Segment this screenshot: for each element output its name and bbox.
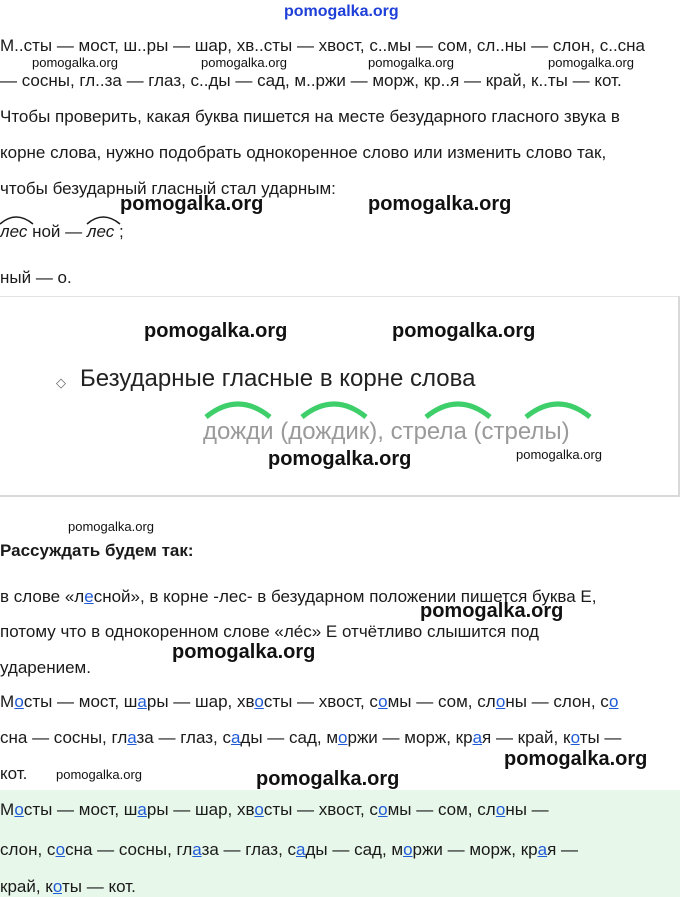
t: ржи — морж, кр [347,728,473,747]
root-text: лес [0,222,28,241]
t: ры — шар, хв [146,692,255,711]
vowel-mark: о [254,800,264,819]
t: край, к [0,877,53,896]
watermark: pomogalka.org [368,55,454,70]
t: мы — сом, сл [387,800,496,819]
answer1-line-2 [0,728,621,748]
watermark-top: pomogalka.org [284,3,399,20]
vowel-mark: о [254,692,264,711]
vowel-mark: а [192,840,202,859]
rule-line-1: Чтобы проверить, какая буква пишется на месте безударного гласного звука в [0,107,620,126]
vowel-mark: а [537,840,548,859]
vowel-mark: о [403,840,413,859]
t: ты — кот. [62,877,136,896]
t: я — край, к [482,728,571,747]
vowel-mark: о [378,800,388,819]
vowel-mark: о [495,800,506,819]
watermark: pomogalka.org [201,55,287,70]
watermark: pomogalka.org [68,519,154,534]
watermark: pomogalka.org [144,320,288,342]
diamond-icon: ◇ [56,375,66,390]
watermark: pomogalka.org [268,448,412,470]
example-end: ; [118,222,124,241]
vowel-mark: о [14,800,24,819]
watermark: pomogalka.org [392,320,536,342]
vowel-mark: а [137,800,147,819]
example-suffix: ной — [32,222,83,241]
card-word: (дождик), [280,418,384,445]
t: сты — мост, ш [23,800,138,819]
text: сной», в корне -лес- в безударном положении пишется буква Е, [93,587,597,606]
root-arc-icon [0,213,35,225]
reasoning-line-2: потому что в однокоренном слове «ле́с» Е отчётливо слышится под [0,622,539,641]
t: сты — мост, ш [23,692,138,711]
answer2-line-1 [0,800,549,820]
card-word: дожди [203,418,274,445]
t: сты — хвост, с [263,800,379,819]
answer-box [0,790,680,897]
t: М [0,800,15,819]
task-line-2: — сосны, гл..за — глаз, с..ды — сад, м..ржи — морж, кр..я — край, к..ты — кот. [0,71,622,90]
card-title: Безударные гласные в корне слова [80,365,476,392]
rule-line-2: корне слова, нужно подобрать однокоренное слово или изменить слово так, [0,143,607,162]
watermark: pomogalka.org [172,641,316,663]
card-examples [203,418,570,446]
card-word: стрела [390,418,467,445]
text: в слове «л [0,587,85,606]
vowel-mark: о [570,728,580,747]
t: сна — сосны, гл [65,840,193,859]
task-line-1: М..сты — мост, ш..ры — шар, хв..сты — хвост, с..мы — сом, сл..ны — слон, с..сна [0,36,646,55]
t: за — глаз, с [136,728,231,747]
vowel-mark: а [137,692,147,711]
rule-line-3: чтобы безударный гласный стал ударным: [0,179,336,198]
watermark: pomogalka.org [516,447,602,462]
vowel-mark: а [230,728,241,747]
t: мы — сом, сл [387,692,496,711]
watermark: pomogalka.org [120,193,264,215]
reasoning-line-3: ударением. [0,658,91,677]
watermark: pomogalka.org [504,748,648,770]
reasoning-heading: Рассуждать будем так: [0,541,194,560]
t: ды — сад, м [240,728,339,747]
t: ны — слон, с [505,692,609,711]
watermark: pomogalka.org [420,600,564,622]
watermark: pomogalka.org [368,193,512,215]
vowel-mark: о [55,840,66,859]
vowel-mark: а [296,840,306,859]
vowel-mark: а [127,728,137,747]
vowel-mark: е [84,587,94,606]
t: за — глаз, с [201,840,297,859]
t: сна — сосны, гл [0,728,128,747]
vowel-mark: а [472,728,483,747]
watermark: pomogalka.org [56,767,142,782]
vowel-mark: о [14,692,24,711]
vowel-mark: о [608,692,619,711]
watermark: pomogalka.org [32,55,118,70]
t: ржи — морж, кр [412,840,538,859]
watermark: pomogalka.org [256,768,400,790]
t: М [0,692,15,711]
t: сты — хвост, с [263,692,379,711]
rule-example-2: ный — о. [0,268,72,287]
answer2-line-3 [0,877,136,897]
root-mark [87,222,119,241]
watermark: pomogalka.org [548,55,634,70]
answer1-line-3: кот. [0,764,28,783]
vowel-mark: о [378,692,388,711]
vowel-mark: о [495,692,506,711]
rule-example [0,222,124,242]
t: ты — [579,728,622,747]
t: слон, с [0,840,56,859]
vowel-mark: о [52,877,63,896]
t: ны — [505,800,549,819]
root-text: лес [86,222,115,241]
answer2-line-2 [0,840,578,860]
rule-card [0,296,680,497]
card-word: (стрелы) [473,418,570,445]
vowel-mark: о [338,728,348,747]
t: ры — шар, хв [146,800,255,819]
answer1-line-1 [0,692,618,712]
root-arc-icon [86,213,122,225]
root-mark [0,222,32,241]
t: ды — сад, м [305,840,404,859]
t: я — [547,840,579,859]
